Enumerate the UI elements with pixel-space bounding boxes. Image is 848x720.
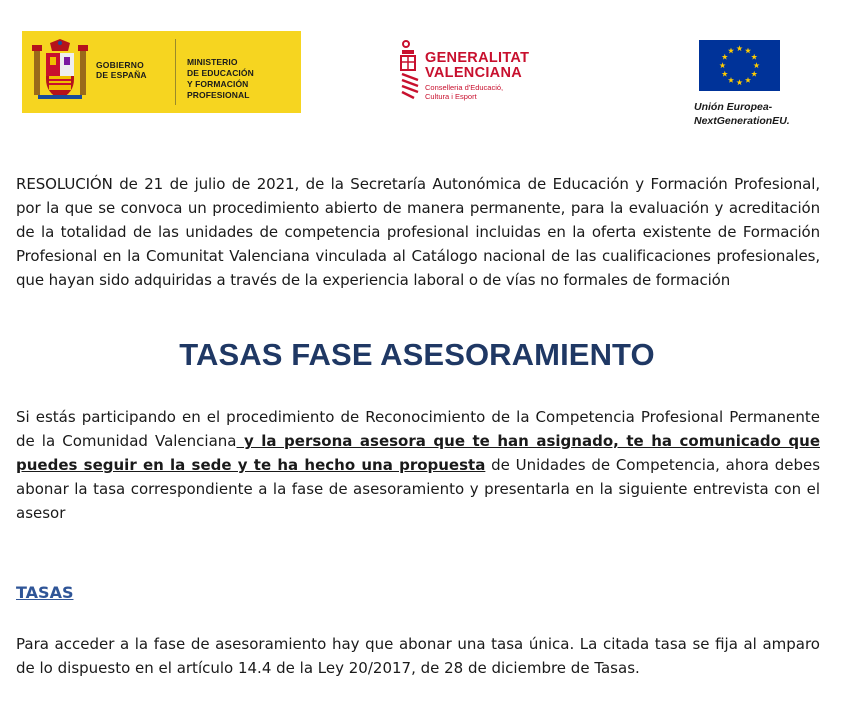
- eu-star-icon: [753, 62, 759, 68]
- paragraph-text-start: Si estás participando en el procedimiento de Reconocimiento de la Competencia Profesional Permanente de la Comunidad Valenciana: [16, 408, 820, 450]
- eu-caption: Unión Europea- NextGenerationEU.: [694, 101, 790, 127]
- eu-star-icon: [728, 48, 734, 54]
- eu-star-icon: [722, 71, 728, 77]
- gva-conselleria-text: Conselleria d'Educació, Cultura i Esport: [425, 83, 504, 101]
- tasas-paragraph: Para acceder a la fase de asesoramiento hay que abonar una tasa única. La citada tasa se fija al amparo de lo dispuesto en el artículo 14.4 de la Ley 20/2017, de 28 de diciembre de Tasas.: [16, 635, 820, 677]
- eu-star-icon: [719, 62, 725, 68]
- eu-star-icon: [736, 45, 742, 51]
- ministerio-text: MINISTERIO DE EDUCACIÓN Y FORMACIÓN PROFESIONAL: [187, 57, 254, 100]
- page-title: TASAS FASE ASESORAMIENTO: [179, 337, 655, 372]
- eu-next-generation-logo: [696, 39, 806, 134]
- eu-star-icon: [751, 54, 757, 60]
- eu-star-icon: [751, 71, 757, 77]
- gobierno-espana-logo: [22, 31, 301, 113]
- logo-header: [0, 0, 848, 140]
- participation-paragraph: [16, 405, 820, 525]
- gobierno-espana-text: GOBIERNO DE ESPAÑA: [96, 60, 147, 80]
- coat-of-arms-icon: [32, 39, 88, 105]
- gva-emblem-icon: [396, 40, 424, 102]
- eu-star-icon: [745, 48, 751, 54]
- eu-star-icon: [745, 77, 751, 83]
- eu-star-icon: [736, 79, 742, 85]
- emphasized-condition: y la persona asesora que te han asignado, te ha comunicado que puedes seguir en la sede y te ha hecho una propuesta: [16, 432, 820, 474]
- gva-name-line1: GENERALITAT: [425, 50, 530, 66]
- section-heading-tasas: TASAS: [16, 583, 74, 602]
- paragraph-text-end: de Unidades de Competencia, ahora debes abonar la tasa correspondiente a la fase de asesoramiento y presentarla en la siguiente entrevista con el asesor: [16, 456, 821, 522]
- eu-flag-icon: [699, 40, 780, 91]
- eu-star-icon: [722, 54, 728, 60]
- logo-divider: [175, 39, 176, 105]
- eu-star-icon: [728, 77, 734, 83]
- gva-name-line2: VALENCIANA: [425, 65, 522, 81]
- generalitat-valenciana-logo: [394, 38, 534, 108]
- resolution-intro: RESOLUCIÓN de 21 de julio de 2021, de la Secretaría Autonómica de Educación y Formación Profesional, por la que se convoca un procedimiento abierto de manera permanente, para la evaluación y acreditación de la totalidad de las unidades de competencia profesional incluidas en la oferta existente de Formación Profesional en la Comunitat Valenciana vinculada al Catálogo nacional de las cualificaciones profesionales, que hayan sido adquiridas a través de la experiencia laboral o de vías no formales de formación: [16, 175, 820, 289]
